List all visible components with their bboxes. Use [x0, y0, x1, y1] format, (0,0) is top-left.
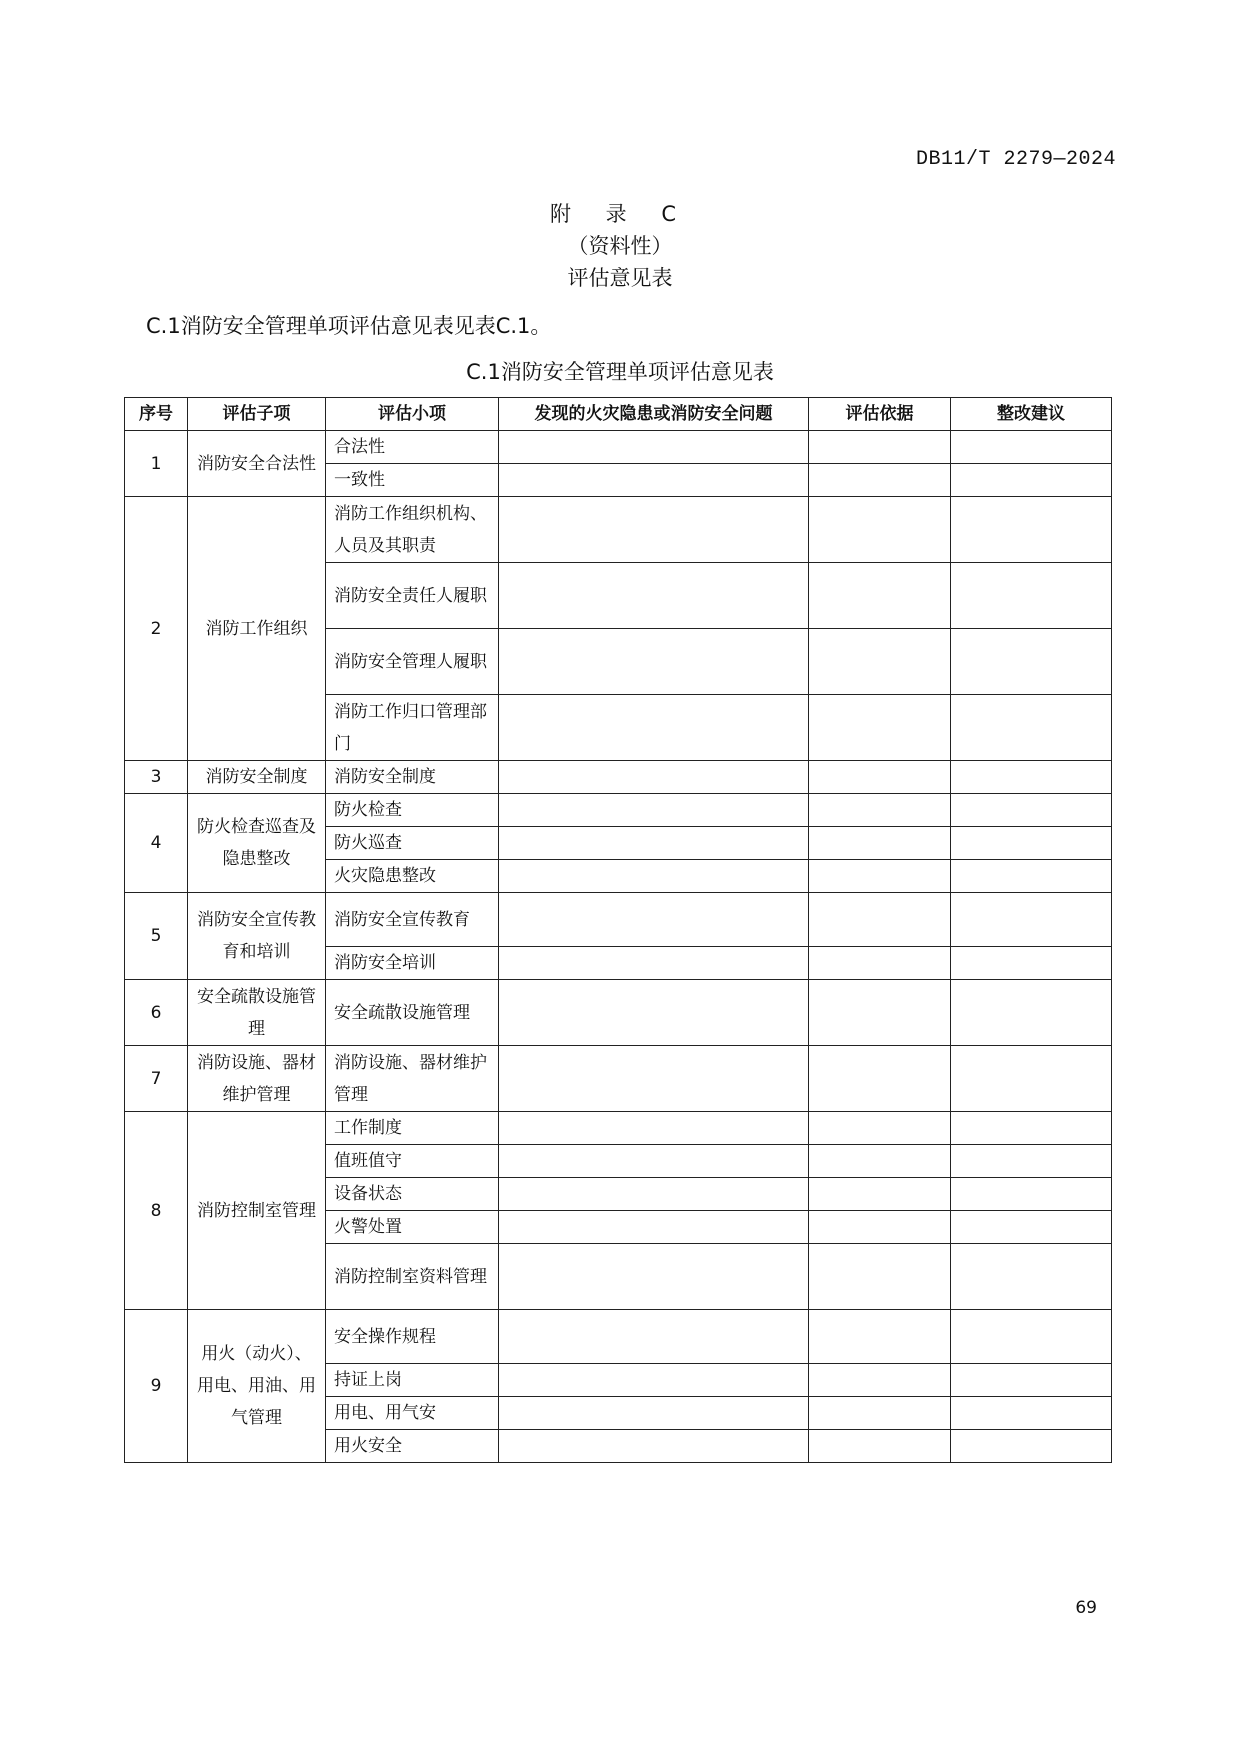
basis-cell[interactable]	[809, 629, 951, 695]
problem-cell[interactable]	[499, 947, 809, 980]
evaluation-subitem: 消防安全合法性	[188, 431, 326, 497]
suggestion-cell[interactable]	[951, 1364, 1112, 1397]
evaluation-subitem: 消防工作组织	[188, 497, 326, 761]
table-row	[125, 431, 1112, 464]
suggestion-cell[interactable]	[951, 1046, 1112, 1112]
basis-cell[interactable]	[809, 1046, 951, 1112]
problem-cell[interactable]	[499, 1046, 809, 1112]
header-cell: 评估依据	[809, 398, 951, 431]
evaluation-minor-item: 值班值守	[326, 1145, 499, 1178]
basis-cell[interactable]	[809, 761, 951, 794]
basis-cell[interactable]	[809, 860, 951, 893]
evaluation-minor-item: 火警处置	[326, 1211, 499, 1244]
problem-cell[interactable]	[499, 827, 809, 860]
suggestion-cell[interactable]	[951, 1211, 1112, 1244]
evaluation-minor-item: 用火安全	[326, 1430, 499, 1463]
basis-cell[interactable]	[809, 1364, 951, 1397]
problem-cell[interactable]	[499, 563, 809, 629]
evaluation-minor-item: 工作制度	[326, 1112, 499, 1145]
basis-cell[interactable]	[809, 794, 951, 827]
evaluation-minor-item: 消防安全责任人履职	[326, 563, 499, 629]
evaluation-minor-item: 消防安全培训	[326, 947, 499, 980]
basis-cell[interactable]	[809, 1310, 951, 1364]
row-number: 4	[125, 794, 188, 893]
evaluation-table	[124, 397, 1112, 1463]
table-row	[125, 497, 1112, 563]
evaluation-minor-item: 安全疏散设施管理	[326, 980, 499, 1046]
problem-cell[interactable]	[499, 1145, 809, 1178]
intro-paragraph: C.1消防安全管理单项评估意见表见表C.1。	[146, 314, 552, 338]
problem-cell[interactable]	[499, 1211, 809, 1244]
problem-cell[interactable]	[499, 893, 809, 947]
appendix-nature: （资料性）	[567, 234, 673, 258]
problem-cell[interactable]	[499, 1244, 809, 1310]
basis-cell[interactable]	[809, 497, 951, 563]
problem-cell[interactable]	[499, 1112, 809, 1145]
suggestion-cell[interactable]	[951, 1145, 1112, 1178]
row-number: 9	[125, 1310, 188, 1463]
problem-cell[interactable]	[499, 1178, 809, 1211]
evaluation-minor-item: 消防安全管理人履职	[326, 629, 499, 695]
suggestion-cell[interactable]	[951, 1430, 1112, 1463]
problem-cell[interactable]	[499, 794, 809, 827]
evaluation-minor-item: 合法性	[326, 431, 499, 464]
table-row	[125, 1112, 1112, 1145]
evaluation-minor-item: 火灾隐患整改	[326, 860, 499, 893]
row-number: 5	[125, 893, 188, 980]
table-row	[125, 980, 1112, 1046]
suggestion-cell[interactable]	[951, 1310, 1112, 1364]
suggestion-cell[interactable]	[951, 980, 1112, 1046]
suggestion-cell[interactable]	[951, 761, 1112, 794]
standard-code: DB11/T 2279—2024	[915, 148, 1116, 171]
problem-cell[interactable]	[499, 761, 809, 794]
evaluation-minor-item: 设备状态	[326, 1178, 499, 1211]
table-row	[125, 893, 1112, 947]
header-cell: 序号	[125, 398, 188, 431]
evaluation-minor-item: 消防安全制度	[326, 761, 499, 794]
table-body	[125, 431, 1112, 1463]
evaluation-subitem: 消防安全宣传教育和培训	[188, 893, 326, 980]
appendix-label: 附 录 C	[549, 202, 690, 226]
appendix-title-block	[0, 198, 1240, 294]
basis-cell[interactable]	[809, 1178, 951, 1211]
suggestion-cell[interactable]	[951, 794, 1112, 827]
table-row	[125, 1310, 1112, 1364]
evaluation-minor-item: 消防工作组织机构、人员及其职责	[326, 497, 499, 563]
evaluation-minor-item: 持证上岗	[326, 1364, 499, 1397]
table-row	[125, 794, 1112, 827]
basis-cell[interactable]	[809, 1112, 951, 1145]
basis-cell[interactable]	[809, 431, 951, 464]
suggestion-cell[interactable]	[951, 629, 1112, 695]
suggestion-cell[interactable]	[951, 893, 1112, 947]
problem-cell[interactable]	[499, 1310, 809, 1364]
row-number: 6	[125, 980, 188, 1046]
header-cell: 评估小项	[326, 398, 499, 431]
header-cell: 整改建议	[951, 398, 1112, 431]
basis-cell[interactable]	[809, 947, 951, 980]
row-number: 3	[125, 761, 188, 794]
header-cell: 评估子项	[188, 398, 326, 431]
evaluation-minor-item: 防火检查	[326, 794, 499, 827]
evaluation-minor-item: 消防安全宣传教育	[326, 893, 499, 947]
evaluation-minor-item: 消防设施、器材维护管理	[326, 1046, 499, 1112]
row-number: 2	[125, 497, 188, 761]
basis-cell[interactable]	[809, 1397, 951, 1430]
suggestion-cell[interactable]	[951, 860, 1112, 893]
table-row	[125, 1046, 1112, 1112]
basis-cell[interactable]	[809, 563, 951, 629]
basis-cell[interactable]	[809, 1430, 951, 1463]
evaluation-subitem: 防火检查巡查及隐患整改	[188, 794, 326, 893]
page-number: 69	[1075, 1598, 1097, 1618]
table-row	[125, 761, 1112, 794]
suggestion-cell[interactable]	[951, 1112, 1112, 1145]
basis-cell[interactable]	[809, 1145, 951, 1178]
row-number: 7	[125, 1046, 188, 1112]
suggestion-cell[interactable]	[951, 695, 1112, 761]
basis-cell[interactable]	[809, 1244, 951, 1310]
evaluation-subitem: 安全疏散设施管理	[188, 980, 326, 1046]
suggestion-cell[interactable]	[951, 1178, 1112, 1211]
row-number: 1	[125, 431, 188, 497]
evaluation-subitem: 用火（动火）、用电、用油、用气管理	[188, 1310, 326, 1463]
suggestion-cell[interactable]	[951, 563, 1112, 629]
table-caption: C.1消防安全管理单项评估意见表	[466, 360, 774, 384]
appendix-name: 评估意见表	[567, 266, 673, 290]
basis-cell[interactable]	[809, 464, 951, 497]
problem-cell[interactable]	[499, 980, 809, 1046]
evaluation-minor-item: 用电、用气安	[326, 1397, 499, 1430]
evaluation-minor-item: 一致性	[326, 464, 499, 497]
evaluation-subitem: 消防安全制度	[188, 761, 326, 794]
basis-cell[interactable]	[809, 893, 951, 947]
evaluation-minor-item: 安全操作规程	[326, 1310, 499, 1364]
problem-cell[interactable]	[499, 629, 809, 695]
problem-cell[interactable]	[499, 1364, 809, 1397]
header-cell: 发现的火灾隐患或消防安全问题	[499, 398, 809, 431]
evaluation-minor-item: 防火巡查	[326, 827, 499, 860]
suggestion-cell[interactable]	[951, 1244, 1112, 1310]
problem-cell[interactable]	[499, 1397, 809, 1430]
evaluation-minor-item: 消防控制室资料管理	[326, 1244, 499, 1310]
suggestion-cell[interactable]	[951, 947, 1112, 980]
suggestion-cell[interactable]	[951, 1397, 1112, 1430]
problem-cell[interactable]	[499, 497, 809, 563]
basis-cell[interactable]	[809, 695, 951, 761]
basis-cell[interactable]	[809, 827, 951, 860]
problem-cell[interactable]	[499, 860, 809, 893]
problem-cell[interactable]	[499, 431, 809, 464]
suggestion-cell[interactable]	[951, 497, 1112, 563]
evaluation-subitem: 消防设施、器材维护管理	[188, 1046, 326, 1112]
problem-cell[interactable]	[499, 464, 809, 497]
row-number: 8	[125, 1112, 188, 1310]
suggestion-cell[interactable]	[951, 431, 1112, 464]
suggestion-cell[interactable]	[951, 827, 1112, 860]
evaluation-minor-item: 消防工作归口管理部门	[326, 695, 499, 761]
problem-cell[interactable]	[499, 695, 809, 761]
basis-cell[interactable]	[809, 980, 951, 1046]
basis-cell[interactable]	[809, 1211, 951, 1244]
problem-cell[interactable]	[499, 1430, 809, 1463]
suggestion-cell[interactable]	[951, 464, 1112, 497]
evaluation-subitem: 消防控制室管理	[188, 1112, 326, 1310]
table-header-row	[125, 398, 1112, 431]
